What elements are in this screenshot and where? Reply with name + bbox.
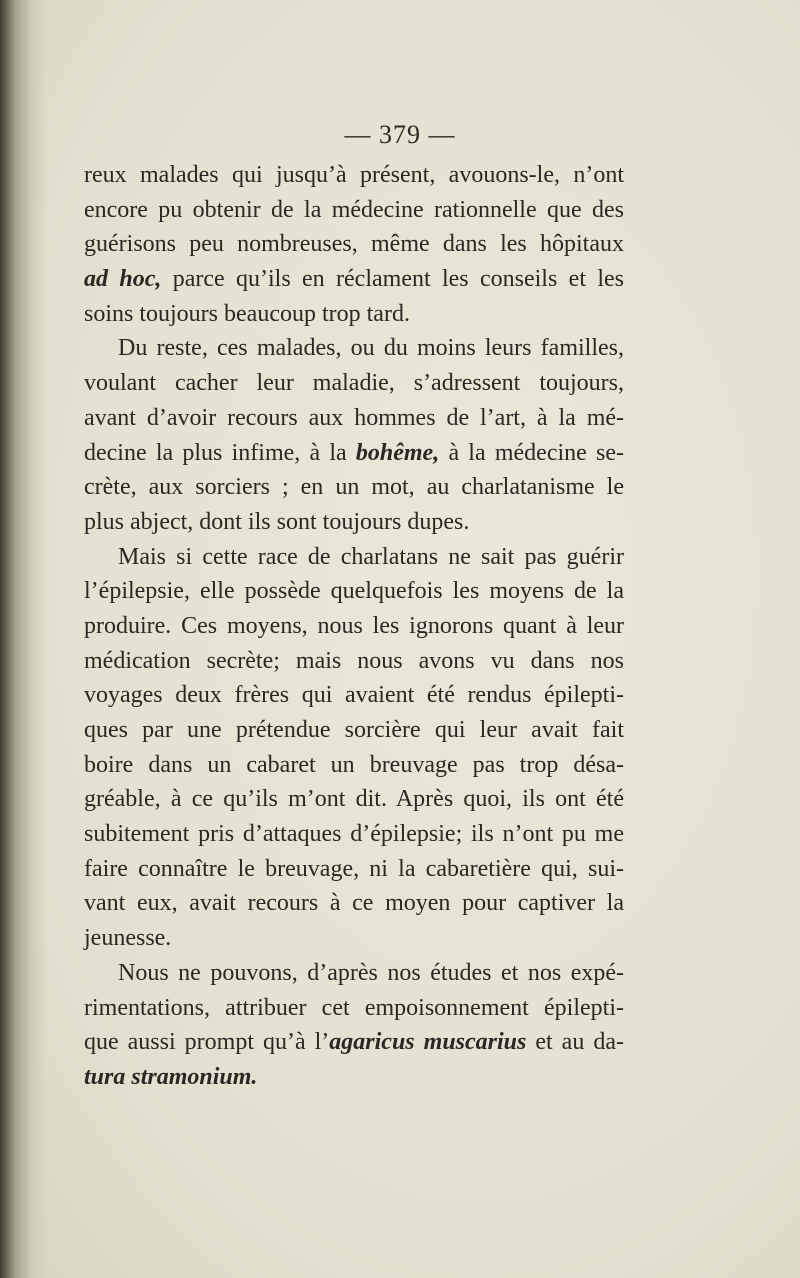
- line-text: boire dans un cabaret un breuvage pas trop désa-: [84, 751, 624, 778]
- text-line: [84, 158, 624, 193]
- line-text: reux malades qui jusqu’à présent, avouons-le, n’ont: [84, 162, 624, 188]
- line-text: médication secrète; mais nous avons vu dans nos: [84, 647, 624, 674]
- text-line: [84, 609, 624, 644]
- line-text: Du reste, ces malades, ou du moins leurs familles,: [118, 335, 624, 362]
- text-line: [84, 540, 624, 575]
- line-text: ques par une prétendue sorcière qui leur avait fait: [84, 717, 624, 743]
- line-text: guérisons peu nombreuses, même dans les hôpitaux: [84, 231, 624, 258]
- text-line: [84, 297, 624, 332]
- page-number: — 379 —: [344, 120, 456, 149]
- emphasis-text: ad hoc,: [84, 266, 162, 293]
- text-line: [84, 574, 624, 609]
- text-line: [84, 748, 624, 783]
- line-text: rimentations, attribuer cet empoisonnement épilepti-: [84, 994, 624, 1021]
- text-line: [84, 1025, 624, 1060]
- text-line: [84, 991, 624, 1026]
- line-text: et au da-: [526, 1029, 624, 1056]
- line-text: jeunesse.: [84, 925, 172, 952]
- text-line: [84, 921, 624, 956]
- emphasis-text: bohême,: [355, 439, 440, 466]
- emphasis-text: agaricus muscarius: [329, 1029, 527, 1056]
- line-text: Mais si cette race de charlatans ne sait pas guérir: [118, 543, 624, 570]
- line-text: Nous ne pouvons, d’après nos études et nos expé-: [118, 959, 624, 986]
- text-line: [84, 366, 624, 401]
- text-line: [84, 470, 624, 505]
- line-text: soins toujours beaucoup trop tard.: [84, 300, 410, 327]
- line-text: decine la plus infime, à la: [84, 439, 356, 466]
- text-line: [84, 262, 624, 297]
- line-text: vant eux, avait recours à ce moyen pour captiver la: [84, 890, 624, 917]
- line-text: plus abject, dont ils sont toujours dupes.: [84, 508, 470, 535]
- text-line: [84, 782, 624, 817]
- line-text: parce qu’ils en réclament les conseils et les: [161, 266, 625, 293]
- text-line: [84, 886, 624, 921]
- text-line: [84, 436, 624, 471]
- line-text: crète, aux sorciers ; en un mot, au charlatanisme le: [84, 474, 624, 501]
- text-line: [84, 401, 624, 436]
- line-text: encore pu obtenir de la médecine rationnelle que des: [84, 196, 624, 223]
- text-line: [84, 644, 624, 679]
- line-text: gréable, à ce qu’ils m’ont dit. Après quoi, ils ont été: [84, 786, 624, 813]
- line-text: avant d’avoir recours aux hommes de l’art, à la mé-: [84, 404, 624, 431]
- text-line: [84, 331, 624, 366]
- line-text: faire connaître le breuvage, ni la cabaretière qui, sui-: [84, 855, 624, 882]
- text-line: [84, 678, 624, 713]
- line-text: subitement pris d’attaques d’épilepsie; ils n’ont pu me: [84, 821, 624, 848]
- line-text: l’épilepsie, elle possède quelquefois les moyens de la: [84, 578, 624, 605]
- binding-shadow: [0, 0, 48, 1278]
- text-line: [84, 956, 624, 991]
- line-text: voyages deux frères qui avaient été rendus épilepti-: [84, 682, 624, 709]
- text-line: [84, 713, 624, 748]
- text-line: [84, 227, 624, 262]
- emphasis-text: tura stramonium.: [84, 1063, 258, 1090]
- text-line: [84, 1060, 624, 1095]
- text-line: [84, 193, 624, 228]
- line-text: voulant cacher leur maladie, s’adressent toujours,: [84, 370, 624, 397]
- line-text: produire. Ces moyens, nous les ignorons quant à leur: [84, 612, 624, 639]
- text-line: [84, 505, 624, 540]
- line-text: que aussi prompt qu’à l’: [84, 1029, 330, 1056]
- text-line: [84, 852, 624, 887]
- body-text: [84, 158, 624, 1095]
- text-line: [84, 817, 624, 852]
- line-text: à la médecine se-: [439, 439, 624, 466]
